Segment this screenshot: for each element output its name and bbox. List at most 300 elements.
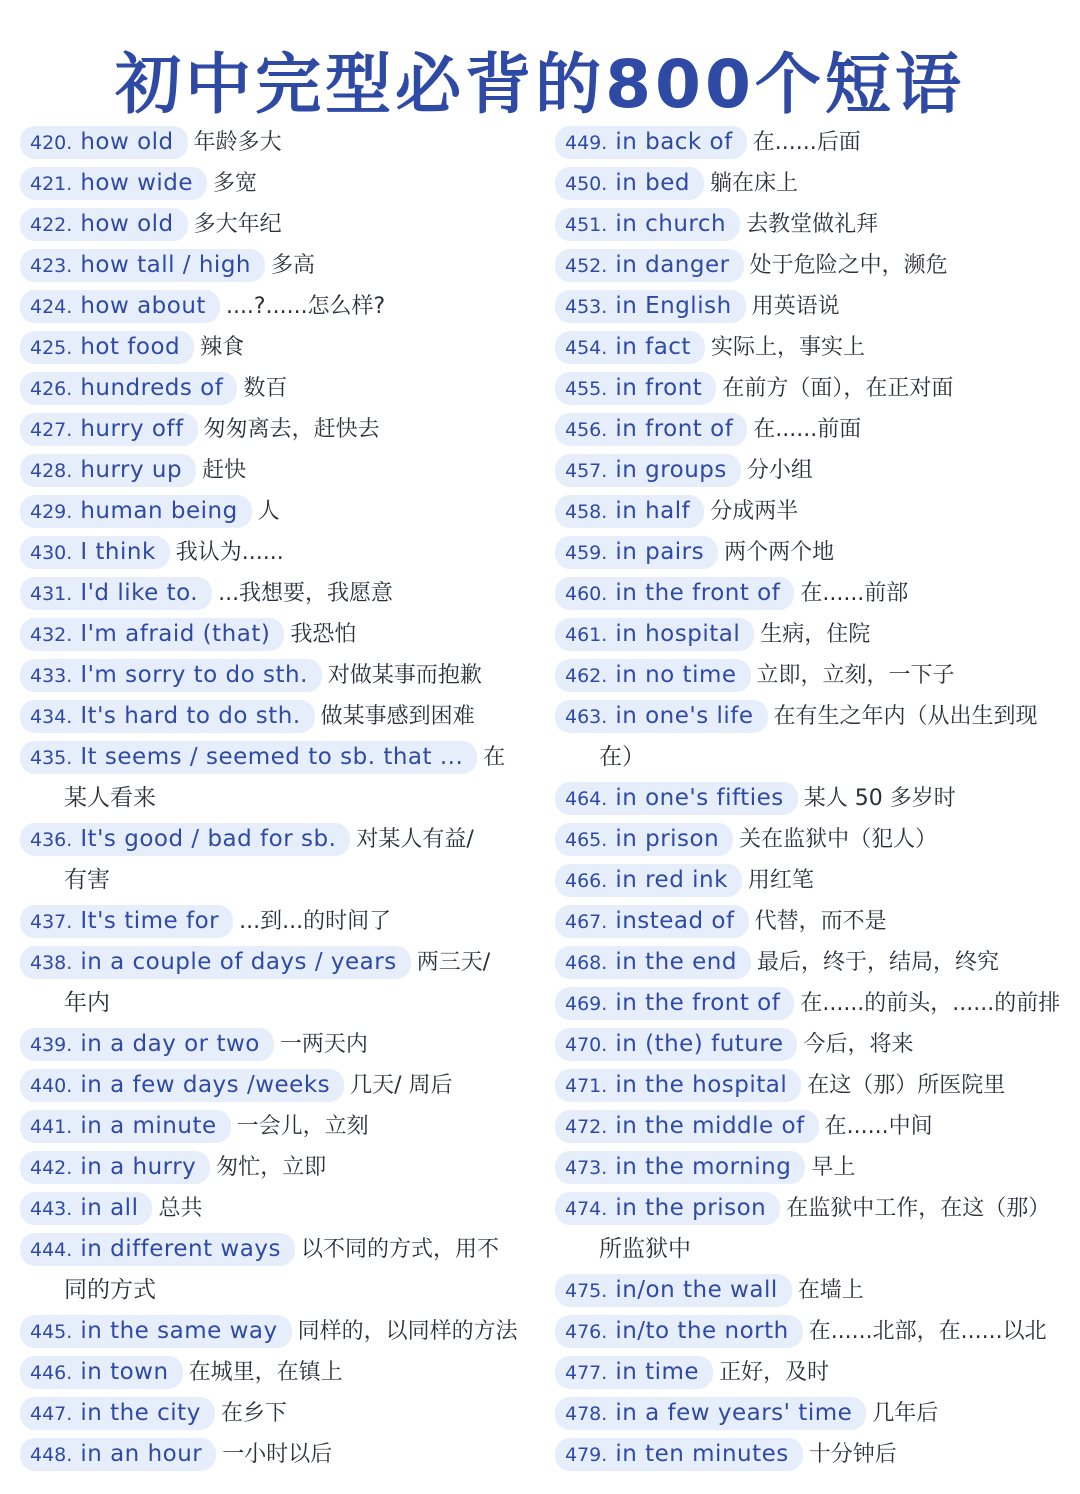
- phrase-line: [20, 614, 525, 655]
- phrase-entry: [20, 163, 525, 204]
- phrase-number: 439.: [30, 1034, 73, 1056]
- phrase-entry: [20, 286, 525, 327]
- phrase-entry: [20, 1188, 525, 1229]
- phrase-highlight: [555, 126, 747, 159]
- phrase-entry: [20, 942, 525, 1024]
- phrase-line: [555, 778, 1060, 819]
- phrase-number: 438.: [30, 952, 73, 974]
- phrase-text: in back of: [615, 129, 733, 155]
- phrase-entry: [555, 901, 1060, 942]
- phrase-number: 473.: [565, 1157, 608, 1179]
- left-column: [20, 122, 525, 1475]
- phrase-number: 447.: [30, 1403, 73, 1425]
- phrase-meaning-continued: 在）: [599, 744, 645, 770]
- phrase-number: 429.: [30, 501, 73, 523]
- phrase-highlight: [20, 618, 284, 651]
- phrase-entry: [20, 1024, 525, 1065]
- phrase-text: how old: [80, 211, 174, 237]
- phrase-text: in bed: [615, 170, 690, 196]
- phrase-text: in a few years' time: [615, 1400, 853, 1426]
- phrase-highlight: [555, 864, 742, 897]
- phrase-number: 444.: [30, 1239, 73, 1261]
- phrase-meaning: 立即，立刻，一下子: [756, 663, 955, 688]
- phrase-text: in the prison: [615, 1195, 767, 1221]
- phrase-highlight: [555, 331, 705, 364]
- phrase-text: in time: [615, 1359, 700, 1385]
- phrase-line: [555, 368, 1060, 409]
- phrase-highlight: [555, 987, 794, 1020]
- phrase-line: [555, 1270, 1060, 1311]
- phrase-highlight: [555, 1274, 792, 1307]
- phrase-entry: [555, 696, 1060, 778]
- phrase-text: in front: [615, 375, 703, 401]
- phrase-text: instead of: [615, 908, 735, 934]
- phrase-text: hurry off: [80, 416, 184, 442]
- phrase-text: how wide: [80, 170, 194, 196]
- phrase-line: [20, 696, 525, 737]
- phrase-meaning: 我恐怕: [290, 622, 357, 647]
- phrase-line: [20, 1065, 525, 1106]
- phrase-line: [555, 860, 1060, 901]
- phrase-number: 458.: [565, 501, 608, 523]
- phrase-entry: [555, 1024, 1060, 1065]
- phrase-meaning-continued: 年内: [64, 990, 110, 1016]
- phrase-line: [20, 1147, 525, 1188]
- phrase-line: [555, 614, 1060, 655]
- phrase-line: [20, 573, 525, 614]
- phrase-highlight: [20, 577, 212, 610]
- phrase-highlight: [20, 249, 265, 282]
- phrase-highlight: [20, 1356, 183, 1389]
- phrase-meaning: ...我想要，我愿意: [218, 581, 394, 606]
- phrase-highlight: [555, 1356, 713, 1389]
- phrase-meaning: 某人 50 多岁时: [803, 786, 956, 811]
- phrase-entry: [20, 655, 525, 696]
- phrase-meaning: 多大年纪: [193, 212, 282, 237]
- phrase-number: 449.: [565, 132, 608, 154]
- phrase-meaning: 几年后: [872, 1401, 939, 1426]
- phrase-text: in a minute: [80, 1113, 217, 1139]
- phrase-meaning: 我认为......: [175, 540, 284, 565]
- phrase-number: 469.: [565, 993, 608, 1015]
- phrase-line: [555, 532, 1060, 573]
- phrase-highlight: [20, 905, 233, 938]
- phrase-number: 451.: [565, 214, 608, 236]
- phrase-number: 425.: [30, 337, 73, 359]
- phrase-text: in danger: [615, 252, 730, 278]
- phrase-meaning: 在......前部: [800, 581, 909, 606]
- phrase-line: [555, 655, 1060, 696]
- phrase-meaning: ....?......怎么样?: [225, 294, 386, 319]
- phrase-line: [20, 1188, 525, 1229]
- phrase-number: 445.: [30, 1321, 73, 1343]
- phrase-number: 436.: [30, 829, 73, 851]
- phrase-meaning-continued: 某人看来: [64, 785, 156, 811]
- phrase-entry: [555, 1147, 1060, 1188]
- phrase-highlight: [555, 700, 768, 733]
- phrase-line: [555, 122, 1060, 163]
- phrase-text: in the same way: [80, 1318, 278, 1344]
- phrase-meaning: 在城里，在镇上: [188, 1360, 343, 1385]
- phrase-line: [555, 1188, 1060, 1229]
- phrase-line: [20, 737, 525, 778]
- phrase-entry: [20, 819, 525, 901]
- phrase-text: I'm sorry to do sth.: [80, 662, 308, 688]
- phrase-entry: [555, 368, 1060, 409]
- phrase-entry: [20, 532, 525, 573]
- phrase-highlight: [555, 659, 751, 692]
- phrase-line: [555, 1393, 1060, 1434]
- phrase-text: in a hurry: [80, 1154, 197, 1180]
- phrase-highlight: [20, 1192, 152, 1225]
- phrase-number: 433.: [30, 665, 73, 687]
- phrase-meaning: 在......前面: [753, 417, 862, 442]
- phrase-entry: [555, 614, 1060, 655]
- phrase-line: [20, 1352, 525, 1393]
- phrase-entry: [20, 696, 525, 737]
- phrase-number: 477.: [565, 1362, 608, 1384]
- phrase-meaning: 年龄多大: [193, 130, 282, 155]
- phrase-highlight: [20, 208, 188, 241]
- phrase-line: [20, 491, 525, 532]
- phrase-text: in the front of: [615, 990, 781, 1016]
- phrase-text: in a day or two: [80, 1031, 260, 1057]
- phrase-highlight: [20, 1151, 210, 1184]
- phrase-number: 452.: [565, 255, 608, 277]
- phrase-highlight: [20, 1233, 295, 1266]
- phrase-number: 440.: [30, 1075, 73, 1097]
- phrase-text: in hospital: [615, 621, 741, 647]
- phrase-text: in the front of: [615, 580, 781, 606]
- phrase-line: [20, 901, 525, 942]
- phrase-highlight: [20, 413, 198, 446]
- phrase-line: [20, 327, 525, 368]
- phrase-number: 472.: [565, 1116, 608, 1138]
- phrase-text: It's hard to do sth.: [80, 703, 301, 729]
- phrase-number: 422.: [30, 214, 73, 236]
- phrase-text: hundreds of: [80, 375, 224, 401]
- phrase-line: [555, 819, 1060, 860]
- phrase-line: [20, 1106, 525, 1147]
- phrase-meaning: 今后，将来: [803, 1032, 914, 1057]
- phrase-number: 443.: [30, 1198, 73, 1220]
- phrase-number: 431.: [30, 583, 73, 605]
- phrase-entry: [555, 573, 1060, 614]
- phrase-entry: [555, 409, 1060, 450]
- phrase-line: [20, 163, 525, 204]
- right-column: [555, 122, 1060, 1475]
- phrase-meaning: 十分钟后: [808, 1442, 897, 1467]
- phrase-entry: [20, 1065, 525, 1106]
- phrase-entry: [20, 409, 525, 450]
- phrase-line: [20, 532, 525, 573]
- phrase-entry: [555, 1270, 1060, 1311]
- phrase-number: 442.: [30, 1157, 73, 1179]
- phrase-meaning-continued: 所监狱中: [599, 1236, 691, 1262]
- phrase-highlight: [20, 1315, 292, 1348]
- phrase-line: [20, 245, 525, 286]
- phrase-meaning: 在监狱中工作，在这（那）: [786, 1196, 1051, 1221]
- phrase-entry: [20, 450, 525, 491]
- phrase-text: It seems / seemed to sb. that ...: [80, 744, 464, 770]
- phrase-entry: [20, 327, 525, 368]
- phrase-meaning: 在前方（面），在正对面: [722, 376, 954, 401]
- phrase-text: in the hospital: [615, 1072, 788, 1098]
- phrase-number: 421.: [30, 173, 73, 195]
- phrase-line: [555, 983, 1060, 1024]
- phrase-text: in ten minutes: [615, 1441, 789, 1467]
- phrase-highlight: [555, 536, 718, 569]
- phrase-line: [555, 491, 1060, 532]
- phrase-number: 426.: [30, 378, 73, 400]
- phrase-line: [555, 327, 1060, 368]
- phrase-text: I'm afraid (that): [80, 621, 271, 647]
- phrase-number: 457.: [565, 460, 608, 482]
- phrase-entry: [555, 1188, 1060, 1270]
- phrase-highlight: [20, 290, 220, 323]
- phrase-number: 470.: [565, 1034, 608, 1056]
- phrase-entry: [555, 1434, 1060, 1475]
- phrase-highlight: [555, 454, 741, 487]
- phrase-highlight: [20, 946, 411, 979]
- phrase-meaning-continued: 同的方式: [64, 1277, 156, 1303]
- phrase-meaning: 对某人有益/: [356, 827, 474, 852]
- phrase-number: 435.: [30, 747, 73, 769]
- phrase-text: in/on the wall: [615, 1277, 778, 1303]
- phrase-meaning: ...到...的时间了: [239, 909, 392, 934]
- phrase-highlight: [555, 618, 754, 651]
- phrase-entry: [20, 573, 525, 614]
- phrase-entry: [20, 737, 525, 819]
- phrase-line: [555, 901, 1060, 942]
- phrase-highlight: [555, 1069, 801, 1102]
- phrase-entry: [20, 204, 525, 245]
- phrase-meaning: 早上: [811, 1155, 856, 1180]
- phrase-number: 464.: [565, 788, 608, 810]
- phrase-text: in prison: [615, 826, 720, 852]
- phrase-entry: [555, 1311, 1060, 1352]
- phrase-entry: [555, 1065, 1060, 1106]
- phrase-meaning: 去教堂做礼拜: [746, 212, 879, 237]
- phrase-number: 450.: [565, 173, 608, 195]
- phrase-meaning: 在这（那）所医院里: [807, 1073, 1006, 1098]
- phrase-highlight: [555, 1110, 819, 1143]
- phrase-highlight: [555, 1315, 803, 1348]
- phrase-entry: [555, 1106, 1060, 1147]
- page-title: 初中完型必背的800个短语: [115, 46, 965, 123]
- phrase-entry: [20, 1147, 525, 1188]
- phrase-meaning: 同样的，以同样的方法: [297, 1319, 518, 1344]
- phrase-meaning: 匆匆离去，赶快去: [203, 417, 380, 442]
- phrase-line: [20, 409, 525, 450]
- phrase-number: 423.: [30, 255, 73, 277]
- phrase-text: I'd like to.: [80, 580, 199, 606]
- phrase-line: [555, 245, 1060, 286]
- phrase-entry: [555, 860, 1060, 901]
- phrase-meaning: 生病，住院: [760, 622, 871, 647]
- phrase-highlight: [20, 741, 477, 774]
- phrase-meaning: 分小组: [746, 458, 813, 483]
- phrase-number: 455.: [565, 378, 608, 400]
- phrase-entry: [555, 1393, 1060, 1434]
- phrase-highlight: [20, 700, 315, 733]
- phrase-meaning: 做某事感到困难: [320, 704, 475, 729]
- phrase-number: 434.: [30, 706, 73, 728]
- phrase-number: 441.: [30, 1116, 73, 1138]
- phrase-entry: [555, 1352, 1060, 1393]
- phrase-line: [20, 819, 525, 860]
- phrase-line: [20, 450, 525, 491]
- phrase-number: 420.: [30, 132, 73, 154]
- phrase-entry: [20, 1434, 525, 1475]
- phrase-number: 479.: [565, 1444, 608, 1466]
- phrase-meaning: 躺在床上: [709, 171, 798, 196]
- phrase-number: 463.: [565, 706, 608, 728]
- phrase-meaning: 关在监狱中（犯人）: [739, 827, 938, 852]
- phrase-meaning: 实际上，事实上: [710, 335, 865, 360]
- phrase-highlight: [20, 1438, 216, 1471]
- phrase-text: in half: [615, 498, 691, 524]
- phrase-number: 462.: [565, 665, 608, 687]
- phrase-highlight: [20, 454, 196, 487]
- phrase-entry: [20, 368, 525, 409]
- phrase-entry: [555, 778, 1060, 819]
- phrase-entry: [555, 450, 1060, 491]
- phrase-entry: [555, 163, 1060, 204]
- phrase-line: [20, 1229, 525, 1270]
- phrase-meaning: 一小时以后: [222, 1442, 333, 1467]
- phrase-text: in no time: [615, 662, 737, 688]
- phrase-meaning: 处于危险之中，濒危: [749, 253, 948, 278]
- phrase-text: in the end: [615, 949, 737, 975]
- phrase-number: 454.: [565, 337, 608, 359]
- phrase-text: in fact: [615, 334, 691, 360]
- phrase-highlight: [555, 1151, 805, 1184]
- phrase-highlight: [20, 1028, 274, 1061]
- phrase-highlight: [555, 249, 744, 282]
- phrase-number: 453.: [565, 296, 608, 318]
- phrase-number: 476.: [565, 1321, 608, 1343]
- phrase-text: in one's fifties: [615, 785, 784, 811]
- phrase-highlight: [555, 577, 794, 610]
- phrase-meaning: 最后，终于，结局，终究: [756, 950, 999, 975]
- phrase-line: [20, 1024, 525, 1065]
- phrase-highlight: [555, 905, 749, 938]
- phrase-meaning: 正好，及时: [719, 1360, 830, 1385]
- phrase-highlight: [555, 823, 733, 856]
- phrase-highlight: [20, 1069, 344, 1102]
- phrase-line: [555, 1147, 1060, 1188]
- phrase-highlight: [20, 126, 188, 159]
- phrase-meaning: 在有生之年内（从出生到现: [773, 704, 1038, 729]
- phrase-text: in church: [615, 211, 727, 237]
- phrase-meaning: 在......北部，在......以北: [808, 1319, 1047, 1344]
- phrase-entry: [555, 655, 1060, 696]
- phrase-meaning: 两个两个地: [724, 540, 835, 565]
- phrase-meaning: 用英语说: [751, 294, 840, 319]
- phrase-meaning: 对做某事而抱歉: [327, 663, 482, 688]
- phrase-number: 427.: [30, 419, 73, 441]
- phrase-meaning: 数百: [243, 376, 288, 401]
- phrase-meaning: 分成两半: [710, 499, 799, 524]
- phrase-entry: [555, 819, 1060, 860]
- phrase-text: human being: [80, 498, 238, 524]
- phrase-entry: [20, 1106, 525, 1147]
- phrase-number: 456.: [565, 419, 608, 441]
- phrase-text: in red ink: [615, 867, 728, 893]
- phrase-line: [555, 573, 1060, 614]
- phrase-meaning: 一会儿，立刻: [236, 1114, 369, 1139]
- phrase-line: [555, 163, 1060, 204]
- phrase-highlight: [555, 1028, 797, 1061]
- phrase-text: in the morning: [615, 1154, 792, 1180]
- phrase-entry: [20, 122, 525, 163]
- phrase-entry: [555, 983, 1060, 1024]
- phrase-entry: [555, 204, 1060, 245]
- phrase-meaning: 几天/ 周后: [350, 1073, 453, 1098]
- phrase-text: in/to the north: [615, 1318, 789, 1344]
- phrase-text: how about: [80, 293, 206, 319]
- phrase-entry: [555, 122, 1060, 163]
- phrase-text: It's good / bad for sb.: [80, 826, 337, 852]
- phrase-text: how tall / high: [80, 252, 251, 278]
- phrase-entry: [20, 1229, 525, 1311]
- phrase-highlight: [20, 1110, 231, 1143]
- phrase-meaning: 多宽: [213, 171, 258, 196]
- phrase-entry: [20, 491, 525, 532]
- phrase-text: in town: [80, 1359, 169, 1385]
- phrase-line: [20, 1393, 525, 1434]
- phrase-number: 474.: [565, 1198, 608, 1220]
- phrase-highlight: [555, 290, 746, 323]
- phrase-text: in all: [80, 1195, 139, 1221]
- phrase-number: 428.: [30, 460, 73, 482]
- phrase-number: 459.: [565, 542, 608, 564]
- phrase-highlight: [555, 782, 798, 815]
- phrase-highlight: [20, 1397, 215, 1430]
- phrase-highlight: [555, 1438, 803, 1471]
- phrase-highlight: [20, 495, 252, 528]
- phrase-number: 448.: [30, 1444, 73, 1466]
- phrase-line: [20, 122, 525, 163]
- phrase-text: in different ways: [80, 1236, 281, 1262]
- phrase-number: 478.: [565, 1403, 608, 1425]
- phrase-line: [20, 286, 525, 327]
- phrase-line: [555, 1106, 1060, 1147]
- phrase-meaning: 在......的前头，......的前排: [800, 991, 1060, 1016]
- phrase-text: hurry up: [80, 457, 183, 483]
- phrase-line: [555, 696, 1060, 737]
- phrase-line: [20, 1311, 525, 1352]
- phrase-number: 437.: [30, 911, 73, 933]
- phrase-line: [555, 450, 1060, 491]
- phrase-meaning: 匆忙，立即: [216, 1155, 327, 1180]
- phrase-meaning-continued: 有害: [64, 867, 110, 893]
- phrase-entry: [555, 491, 1060, 532]
- phrase-line: [555, 286, 1060, 327]
- phrase-text: in groups: [615, 457, 727, 483]
- phrase-entry: [555, 286, 1060, 327]
- phrase-line: [555, 1434, 1060, 1475]
- phrase-highlight: [555, 208, 740, 241]
- phrase-line: [20, 1434, 525, 1475]
- phrase-text: in English: [615, 293, 732, 319]
- phrase-line: [555, 1024, 1060, 1065]
- phrase-meaning: 总共: [158, 1196, 203, 1221]
- phrase-text: in a few days /weeks: [80, 1072, 331, 1098]
- phrase-meaning: 赶快: [202, 458, 247, 483]
- phrase-meaning: 两三天/: [416, 950, 491, 975]
